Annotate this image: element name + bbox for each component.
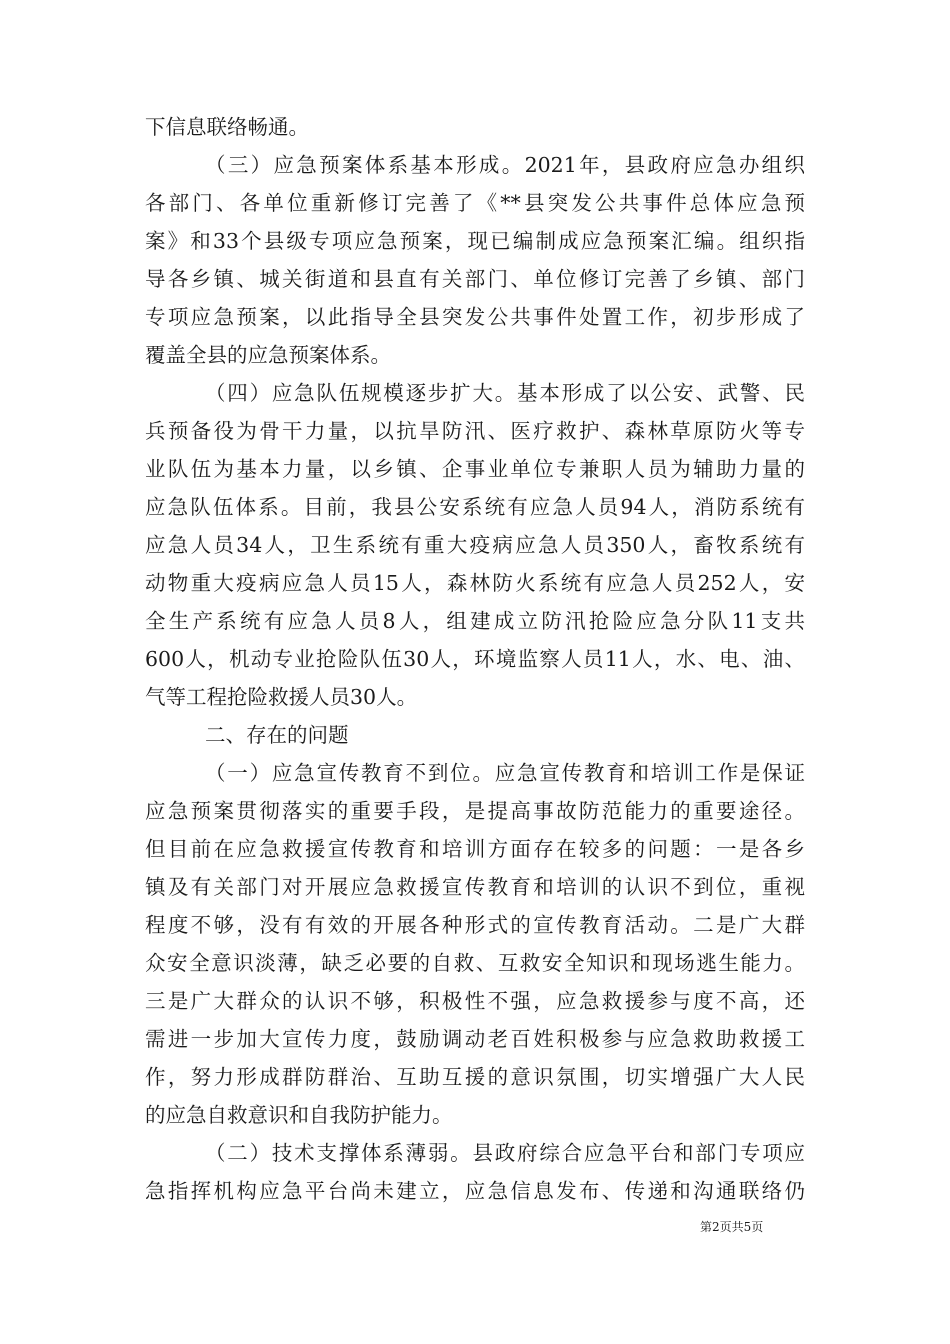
- text-line: 导各乡镇、城关街道和县直有关部门、单位修订完善了乡镇、部门: [145, 267, 805, 291]
- text-line: 全生产系统有应急人员8人，组建成立防汛抢险应急分队11支共: [145, 609, 805, 633]
- text-line: 三是广大群众的认识不够，积极性不强，应急救援参与度不高，还: [145, 989, 805, 1013]
- text-line: 业队伍为基本力量，以乡镇、企事业单位专兼职人员为辅助力量的: [145, 457, 805, 481]
- text-line: 下信息联络畅通。: [145, 115, 309, 139]
- text-line: 兵预备役为骨干力量，以抗旱防汛、医疗救护、森林草原防火等专: [145, 419, 805, 443]
- paragraph-start-line: （四）应急队伍规模逐步扩大。基本形成了以公安、武警、民: [205, 381, 805, 405]
- text-line: 气等工程抢险救援人员30人。: [145, 685, 418, 709]
- text-line: 的应急自救意识和自我防护能力。: [145, 1103, 453, 1127]
- paragraph-start-line: （三）应急预案体系基本形成。2021年，县政府应急办组织: [205, 153, 805, 177]
- page-number: 第2页共5页: [700, 1220, 764, 1234]
- text-line: 众安全意识淡薄，缺乏必要的自救、互救安全知识和现场逃生能力。: [145, 951, 805, 975]
- text-line: 但目前在应急救援宣传教育和培训方面存在较多的问题：一是各乡: [145, 837, 805, 861]
- document-body: [145, 108, 805, 1210]
- text-line: 案》和33个县级专项应急预案，现已编制成应急预案汇编。组织指: [145, 229, 805, 253]
- paragraph-start-line: （二）技术支撑体系薄弱。县政府综合应急平台和部门专项应: [205, 1141, 805, 1165]
- text-line: 600人，机动专业抢险队伍30人，环境监察人员11人，水、电、油、: [145, 647, 805, 671]
- text-line: 作，努力形成群防群治、互助互援的意识氛围，切实增强广大人民: [145, 1065, 805, 1089]
- text-line: 覆盖全县的应急预案体系。: [145, 343, 391, 367]
- text-line: 应急预案贯彻落实的重要手段，是提高事故防范能力的重要途径。: [145, 799, 805, 823]
- text-line: 应急队伍体系。目前，我县公安系统有应急人员94人，消防系统有: [145, 495, 805, 519]
- text-line: 急指挥机构应急平台尚未建立，应急信息发布、传递和沟通联络仍: [145, 1179, 805, 1203]
- section-heading: 二、存在的问题: [205, 723, 349, 747]
- text-line: 专项应急预案，以此指导全县突发公共事件处置工作，初步形成了: [145, 305, 805, 329]
- paragraph-start-line: （一）应急宣传教育不到位。应急宣传教育和培训工作是保证: [205, 761, 805, 785]
- text-line: 程度不够，没有有效的开展各种形式的宣传教育活动。二是广大群: [145, 913, 805, 937]
- text-line: 动物重大疫病应急人员15人，森林防火系统有应急人员252人，安: [145, 571, 805, 595]
- text-line: 应急人员34人，卫生系统有重大疫病应急人员350人，畜牧系统有: [145, 533, 805, 557]
- text-line: 需进一步加大宣传力度，鼓励调动老百姓积极参与应急救助救援工: [145, 1027, 805, 1051]
- text-line: 各部门、各单位重新修订完善了《**县突发公共事件总体应急预: [145, 191, 805, 215]
- text-line: 镇及有关部门对开展应急救援宣传教育和培训的认识不到位，重视: [145, 875, 805, 899]
